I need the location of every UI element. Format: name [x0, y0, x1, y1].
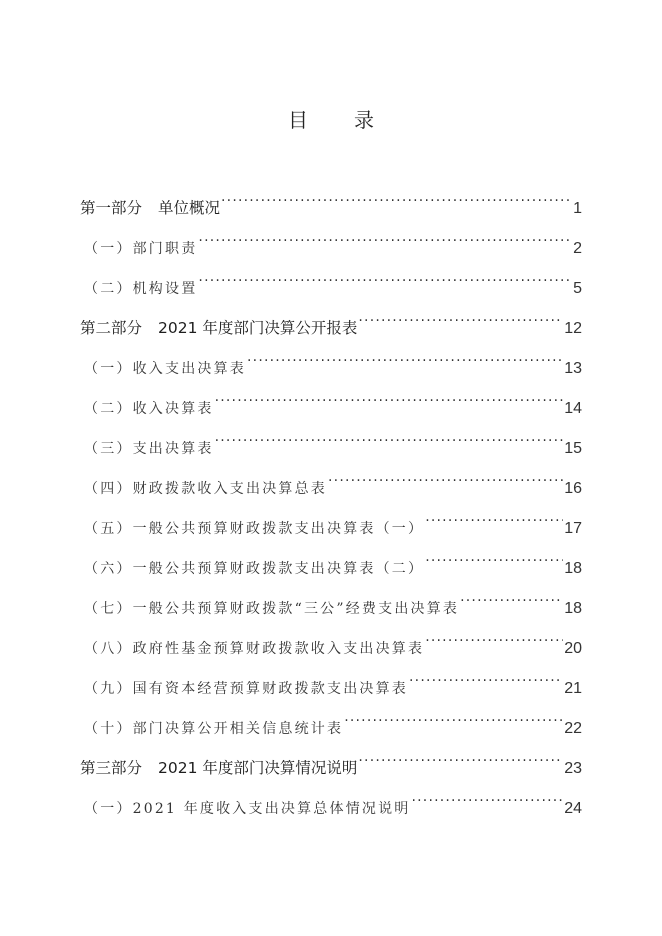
title-char: 录	[354, 108, 374, 132]
toc-sub-number: （二）	[84, 401, 133, 417]
toc-entry-text: 2021 年度收入支出决算总体情况说明	[132, 801, 411, 817]
toc-sub-number: （一）	[84, 241, 133, 257]
toc-entry-text: 一般公共预算财政拨款支出决算表（一）	[132, 521, 425, 537]
toc-entry-label	[84, 236, 197, 262]
toc-entry-label	[80, 315, 357, 341]
toc-page-number: 22	[564, 720, 582, 737]
dot-leader	[221, 187, 572, 213]
toc-entry-2-6[interactable]	[80, 547, 582, 587]
toc-entry-label	[84, 596, 459, 622]
toc-part-number: 第一部分	[80, 199, 143, 217]
toc-sub-number: （五）	[84, 521, 133, 537]
page-title	[0, 104, 662, 133]
toc-entry-text: 国有资本经营预算财政拨款支出决算表	[132, 681, 409, 697]
toc-entry-text: 2021 年度部门决算公开报表	[158, 319, 358, 337]
toc-sub-number: （七）	[84, 601, 133, 617]
toc-page-number: 16	[564, 480, 582, 497]
dot-leader	[425, 507, 563, 533]
toc-entry-label	[80, 195, 220, 221]
dot-leader	[409, 667, 563, 693]
toc-entry-2-2[interactable]	[80, 387, 582, 427]
dot-leader	[215, 427, 564, 453]
toc-entry-label	[84, 796, 411, 822]
toc-entry-label	[84, 396, 214, 422]
toc-sub-number: （一）	[84, 361, 133, 377]
toc-entry-text: 收入决算表	[132, 401, 214, 417]
toc-page-number: 14	[564, 400, 582, 417]
table-of-contents	[80, 187, 582, 827]
toc-page-number: 23	[564, 760, 582, 777]
toc-entry-part-1[interactable]	[80, 187, 582, 227]
toc-entry-label	[84, 276, 197, 302]
toc-entry-3-1[interactable]	[80, 787, 582, 827]
toc-entry-text: 一般公共预算财政拨款“三公”经费支出决算表	[132, 601, 460, 617]
toc-entry-label	[84, 476, 327, 502]
toc-page-number: 12	[564, 320, 582, 337]
toc-entry-label	[84, 356, 246, 382]
toc-page-number: 1	[573, 200, 582, 217]
toc-entry-part-3[interactable]	[80, 747, 582, 787]
title-char: 目	[288, 108, 308, 132]
dot-leader	[412, 787, 564, 813]
toc-entry-1-2[interactable]	[80, 267, 582, 307]
toc-sub-number: （十）	[84, 721, 133, 737]
toc-part-number: 第二部分	[80, 319, 143, 337]
toc-sub-number: （八）	[84, 641, 133, 657]
toc-entry-label	[84, 636, 424, 662]
toc-sub-number: （二）	[84, 281, 133, 297]
toc-page-number: 13	[564, 360, 582, 377]
toc-entry-2-4[interactable]	[80, 467, 582, 507]
toc-entry-2-3[interactable]	[80, 427, 582, 467]
toc-entry-label	[84, 436, 214, 462]
dot-leader	[215, 387, 564, 413]
toc-sub-number: （九）	[84, 681, 133, 697]
toc-entry-2-5[interactable]	[80, 507, 582, 547]
toc-entry-1-1[interactable]	[80, 227, 582, 267]
toc-page-number: 17	[564, 520, 582, 537]
toc-sub-number: （三）	[84, 441, 133, 457]
toc-page-number: 24	[564, 800, 582, 817]
dot-leader	[344, 707, 563, 733]
dot-leader	[328, 467, 563, 493]
toc-entry-2-10[interactable]	[80, 707, 582, 747]
toc-page-number: 18	[564, 560, 582, 577]
toc-entry-label	[84, 516, 424, 542]
toc-sub-number: （一）	[84, 801, 133, 817]
toc-sub-number: （四）	[84, 481, 133, 497]
toc-entry-label	[84, 676, 408, 702]
toc-entry-text: 一般公共预算财政拨款支出决算表（二）	[132, 561, 425, 577]
toc-page-number: 20	[564, 640, 582, 657]
dot-leader	[425, 547, 563, 573]
toc-entry-2-7[interactable]	[80, 587, 582, 627]
toc-entry-text: 支出决算表	[132, 441, 214, 457]
toc-entry-label	[80, 755, 357, 781]
toc-page-number: 5	[573, 280, 582, 297]
dot-leader	[358, 747, 563, 773]
toc-entry-text: 政府性基金预算财政拨款收入支出决算表	[132, 641, 425, 657]
toc-entry-text: 部门职责	[132, 241, 198, 257]
dot-leader	[198, 227, 572, 253]
toc-entry-2-1[interactable]	[80, 347, 582, 387]
toc-entry-text: 财政拨款收入支出决算总表	[132, 481, 328, 497]
toc-entry-text: 部门决算公开相关信息统计表	[132, 721, 344, 737]
toc-page-number: 15	[564, 440, 582, 457]
toc-entry-part-2[interactable]	[80, 307, 582, 347]
dot-leader	[247, 347, 563, 373]
toc-entry-label	[84, 716, 343, 742]
toc-entry-text: 机构设置	[132, 281, 198, 297]
toc-page-number: 2	[573, 240, 582, 257]
toc-entry-label	[84, 556, 424, 582]
dot-leader	[198, 267, 572, 293]
dot-leader	[460, 587, 563, 613]
dot-leader	[358, 307, 563, 333]
toc-entry-text: 2021 年度部门决算情况说明	[158, 759, 358, 777]
toc-entry-2-9[interactable]	[80, 667, 582, 707]
toc-entry-2-8[interactable]	[80, 627, 582, 667]
toc-entry-text: 单位概况	[158, 199, 221, 217]
toc-page-number: 18	[564, 600, 582, 617]
toc-page-number: 21	[564, 680, 582, 697]
toc-sub-number: （六）	[84, 561, 133, 577]
toc-entry-text: 收入支出决算表	[132, 361, 247, 377]
toc-part-number: 第三部分	[80, 759, 143, 777]
dot-leader	[425, 627, 563, 653]
